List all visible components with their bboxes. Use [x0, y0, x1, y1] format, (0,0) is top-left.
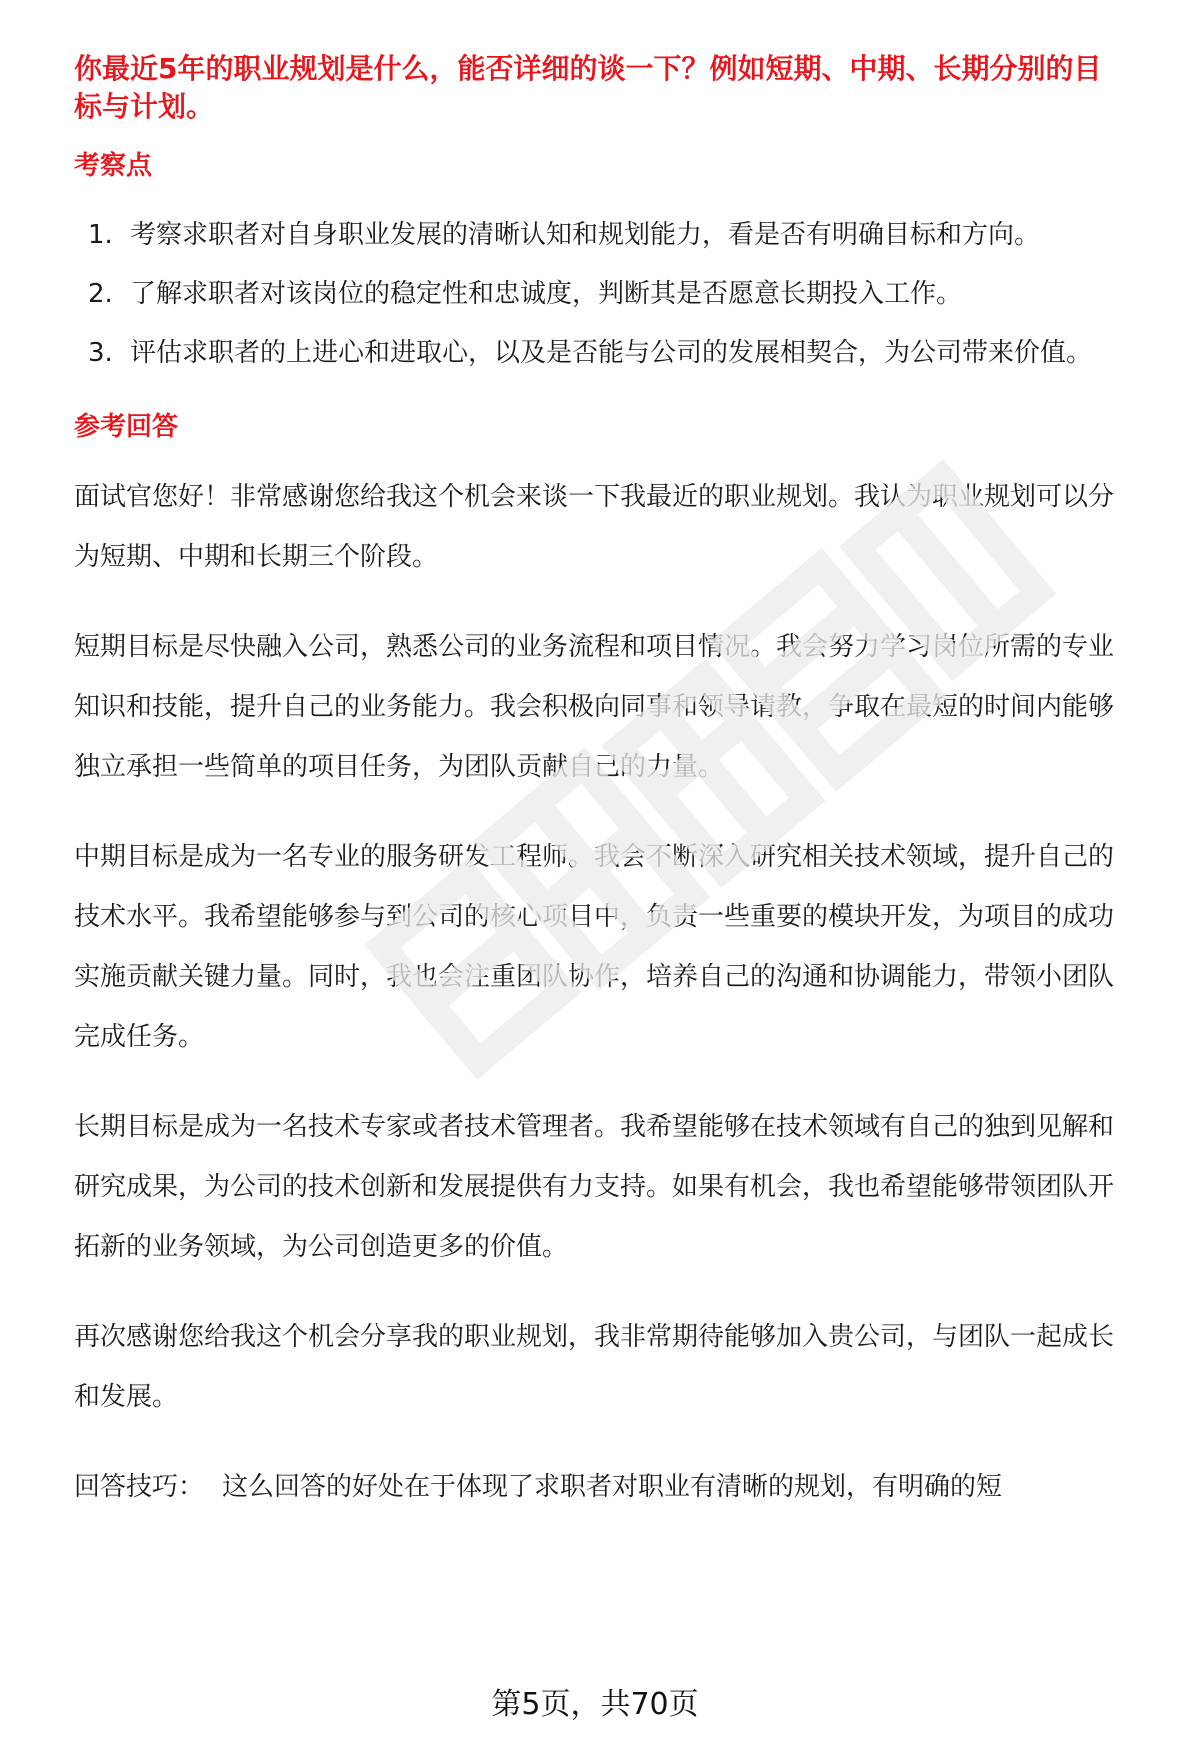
exam-points-heading: 考察点	[74, 151, 153, 181]
page-number: 第5页，共70页	[491, 1687, 699, 1722]
list-item	[74, 265, 1124, 324]
answer-paragraph: 再次感谢您给我这个机会分享我的职业规划，我非常期待能够加入贵公司，与团队一起成长和发展。	[74, 1322, 1115, 1412]
answer-paragraph: 短期目标是尽快融入公司，熟悉公司的业务流程和项目情况。我会努力学习岗位所需的专业知识和技能，提升自己的业务能力。我会积极向同事和领导请教，争取在最短的时间内能够独立承担一些简单的项目任务，为团队贡献自己的力量。	[74, 632, 1115, 782]
list-item-number: 2.	[88, 279, 113, 309]
answer-tip-text: 这么回答的好处在于体现了求职者对职业有清晰的规划，有明确的短	[222, 1472, 1003, 1502]
answer-tip	[74, 1457, 1124, 1517]
question-heading: 你最近5年的职业规划是什么，能否详细的谈一下？例如短期、中期、长期分别的目标与计划。	[74, 52, 1102, 123]
list-item-text: 考察求职者对自身职业发展的清晰认知和规划能力，看是否有明确目标和方向。	[130, 220, 1041, 250]
list-item	[74, 206, 1124, 265]
list-item-text: 评估求职者的上进心和进取心，以及是否能与公司的发展相契合，为公司带来价值。	[130, 338, 1093, 368]
answer-paragraph: 长期目标是成为一名技术专家或者技术管理者。我希望能够在技术领域有自己的独到见解和研究成果，为公司的技术创新和发展提供有力支持。如果有机会，我也希望能够带领团队开拓新的业务领域，为公司创造更多的价值。	[74, 1112, 1115, 1262]
reference-answer-heading: 参考回答	[74, 412, 179, 442]
answer-paragraph: 面试官您好！非常感谢您给我这个机会来谈一下我最近的职业规划。我认为职业规划可以分为短期、中期和长期三个阶段。	[74, 482, 1115, 572]
list-item-number: 3.	[88, 338, 113, 368]
document-page	[74, 50, 1124, 1517]
list-item-text: 了解求职者对该岗位的稳定性和忠诚度，判断其是否愿意长期投入工作。	[130, 279, 963, 309]
list-item	[74, 324, 1124, 383]
answer-paragraph: 中期目标是成为一名专业的服务研发工程师。我会不断深入研究相关技术领域，提升自己的技术水平。我希望能够参与到公司的核心项目中，负责一些重要的模块开发，为项目的成功实施贡献关键力量。同时，我也会注重团队协作，培养自己的沟通和协调能力，带领小团队完成任务。	[74, 842, 1115, 1052]
list-item-number: 1.	[88, 220, 113, 250]
answer-tip-label: 回答技巧：	[74, 1472, 205, 1502]
exam-points-list	[74, 206, 1124, 383]
